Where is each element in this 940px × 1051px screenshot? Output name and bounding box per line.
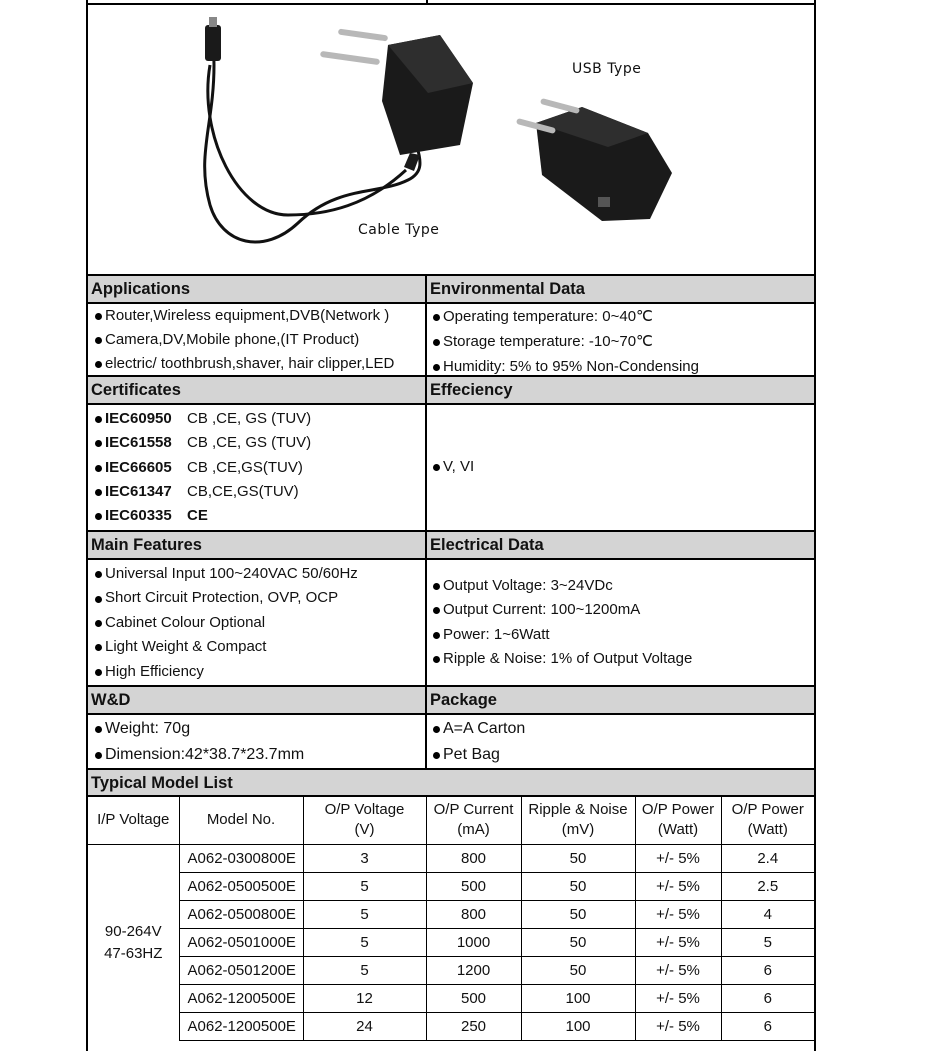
certificate-code: IEC61558 [105, 434, 172, 452]
environmental-header: Environmental Data [427, 276, 814, 303]
electrical-list [430, 574, 692, 671]
list-item: Output Voltage: 3~24VDc [430, 574, 692, 598]
model-table [88, 796, 814, 1041]
certificate-desc: CE [187, 507, 208, 525]
table-cell: 50 [521, 901, 635, 929]
table-cell: A062-0501200E [179, 957, 303, 985]
list-item: Light Weight & Compact [92, 635, 358, 659]
list-item [92, 431, 311, 455]
package-list [430, 716, 525, 768]
list-item [92, 456, 311, 480]
spec-sheet [86, 0, 816, 1051]
efficiency-list [430, 455, 474, 479]
table-cell: 50 [521, 957, 635, 985]
column-header-ip-voltage: I/P Voltage [88, 796, 179, 845]
list-item [92, 504, 311, 528]
table-cell: 2.5 [721, 873, 814, 901]
table-cell: +/- 5% [635, 845, 721, 873]
table-cell: 24 [303, 1013, 426, 1041]
table-cell: +/- 5% [635, 957, 721, 985]
column-header-op-current: O/P Current (mA) [426, 796, 521, 845]
table-cell: +/- 5% [635, 985, 721, 1013]
list-item: Operating temperature: 0~40℃ [430, 304, 699, 329]
table-row [88, 929, 814, 957]
environmental-list [430, 304, 699, 379]
list-item: Cabinet Colour Optional [92, 611, 358, 635]
table-cell: 6 [721, 957, 814, 985]
table-cell: 6 [721, 985, 814, 1013]
table-cell: A062-0300800E [179, 845, 303, 873]
list-item: Weight: 70g [92, 716, 304, 742]
table-cell: 12 [303, 985, 426, 1013]
table-cell: A062-0501000E [179, 929, 303, 957]
table-cell: 500 [426, 985, 521, 1013]
list-item: electric/ toothbrush,shaver, hair clipper,LED [92, 352, 394, 376]
certificate-desc: CB ,CE, GS (TUV) [187, 434, 312, 452]
list-item: Camera,DV,Mobile phone,(IT Product) [92, 328, 394, 352]
certificate-code: IEC60950 [105, 410, 172, 427]
table-cell: 1200 [426, 957, 521, 985]
table-row [88, 845, 814, 873]
table-cell: 800 [426, 901, 521, 929]
list-item: Storage temperature: -10~70℃ [430, 329, 699, 354]
list-item [92, 407, 311, 431]
list-item: Output Current: 100~1200mA [430, 598, 692, 622]
product-illustration [88, 5, 814, 273]
column-header-op-power-tolerance: O/P Power (Watt) [635, 796, 721, 845]
certificate-code: IEC66605 [105, 458, 172, 476]
efficiency-header: Effeciency [427, 377, 814, 404]
list-item: Pet Bag [430, 742, 525, 768]
list-item: Router,Wireless equipment,DVB(Network ) [92, 304, 394, 328]
table-cell: 50 [521, 873, 635, 901]
column-header-ripple-noise: Ripple & Noise (mV) [521, 796, 635, 845]
list-item: Humidity: 5% to 95% Non-Condensing [430, 354, 699, 379]
table-cell: 800 [426, 845, 521, 873]
table-cell: 250 [426, 1013, 521, 1041]
certificate-code: IEC61347 [105, 482, 172, 500]
column-header-model-no: Model No. [179, 796, 303, 845]
wd-header: W&D [88, 687, 425, 714]
table-cell: 1000 [426, 929, 521, 957]
certificate-code: IEC60335 [105, 507, 172, 525]
table-cell: +/- 5% [635, 873, 721, 901]
certificates-header: Certificates [88, 377, 425, 404]
table-cell: A062-0500800E [179, 901, 303, 929]
cable-type-adapter [205, 17, 473, 242]
table-row [88, 1013, 814, 1041]
column-header-op-power: O/P Power (Watt) [721, 796, 814, 845]
list-item: Short Circuit Protection, OVP, OCP [92, 586, 358, 610]
list-item: Dimension:42*38.7*23.7mm [92, 742, 304, 768]
rule-wd-body [88, 713, 814, 715]
table-cell: 5 [303, 957, 426, 985]
certificate-desc: CB ,CE,GS(TUV) [187, 458, 303, 476]
table-cell: 50 [521, 845, 635, 873]
list-item: Ripple & Noise: 1% of Output Voltage [430, 647, 692, 671]
main-features-header: Main Features [88, 532, 425, 559]
table-cell: 5 [721, 929, 814, 957]
electrical-header: Electrical Data [427, 532, 814, 559]
list-item [92, 480, 311, 504]
model-list-header: Typical Model List [88, 770, 814, 797]
table-row [88, 957, 814, 985]
table-cell: 6 [721, 1013, 814, 1041]
applications-header: Applications [88, 276, 425, 303]
certificate-desc: CB ,CE, GS (TUV) [187, 410, 312, 427]
table-cell: 100 [521, 985, 635, 1013]
table-header-row [88, 796, 814, 845]
table-cell: +/- 5% [635, 901, 721, 929]
list-item: V, VI [430, 455, 474, 479]
table-cell: A062-0500500E [179, 873, 303, 901]
certificates-list [92, 407, 311, 528]
applications-list [92, 304, 394, 376]
main-features-list [92, 562, 358, 684]
table-cell: 50 [521, 929, 635, 957]
list-item: Power: 1~6Watt [430, 623, 692, 647]
table-cell: 4 [721, 901, 814, 929]
certificate-desc: CB,CE,GS(TUV) [187, 482, 299, 500]
usb-type-label: USB Type [572, 61, 642, 77]
usb-type-adapter [516, 98, 672, 221]
column-header-op-voltage: O/P Voltage (V) [303, 796, 426, 845]
table-cell: 5 [303, 901, 426, 929]
cable-type-label: Cable Type [358, 222, 440, 238]
input-voltage-cell: 90-264V 47-63HZ [88, 845, 179, 1041]
table-cell: 500 [426, 873, 521, 901]
table-cell: 3 [303, 845, 426, 873]
package-header: Package [427, 687, 814, 714]
table-cell: A062-1200500E [179, 1013, 303, 1041]
rule-features-body [88, 558, 814, 560]
table-row [88, 901, 814, 929]
table-cell: 100 [521, 1013, 635, 1041]
table-cell: +/- 5% [635, 929, 721, 957]
table-row [88, 873, 814, 901]
table-cell: A062-1200500E [179, 985, 303, 1013]
table-cell: 5 [303, 929, 426, 957]
list-item: Universal Input 100~240VAC 50/60Hz [92, 562, 358, 586]
table-cell: +/- 5% [635, 1013, 721, 1041]
list-item: High Efficiency [92, 660, 358, 684]
table-cell: 2.4 [721, 845, 814, 873]
wd-list [92, 716, 304, 768]
rule-certificates-body [88, 403, 814, 405]
table-row [88, 985, 814, 1013]
table-cell: 5 [303, 873, 426, 901]
list-item: A=A Carton [430, 716, 525, 742]
product-photo-area [88, 5, 814, 273]
